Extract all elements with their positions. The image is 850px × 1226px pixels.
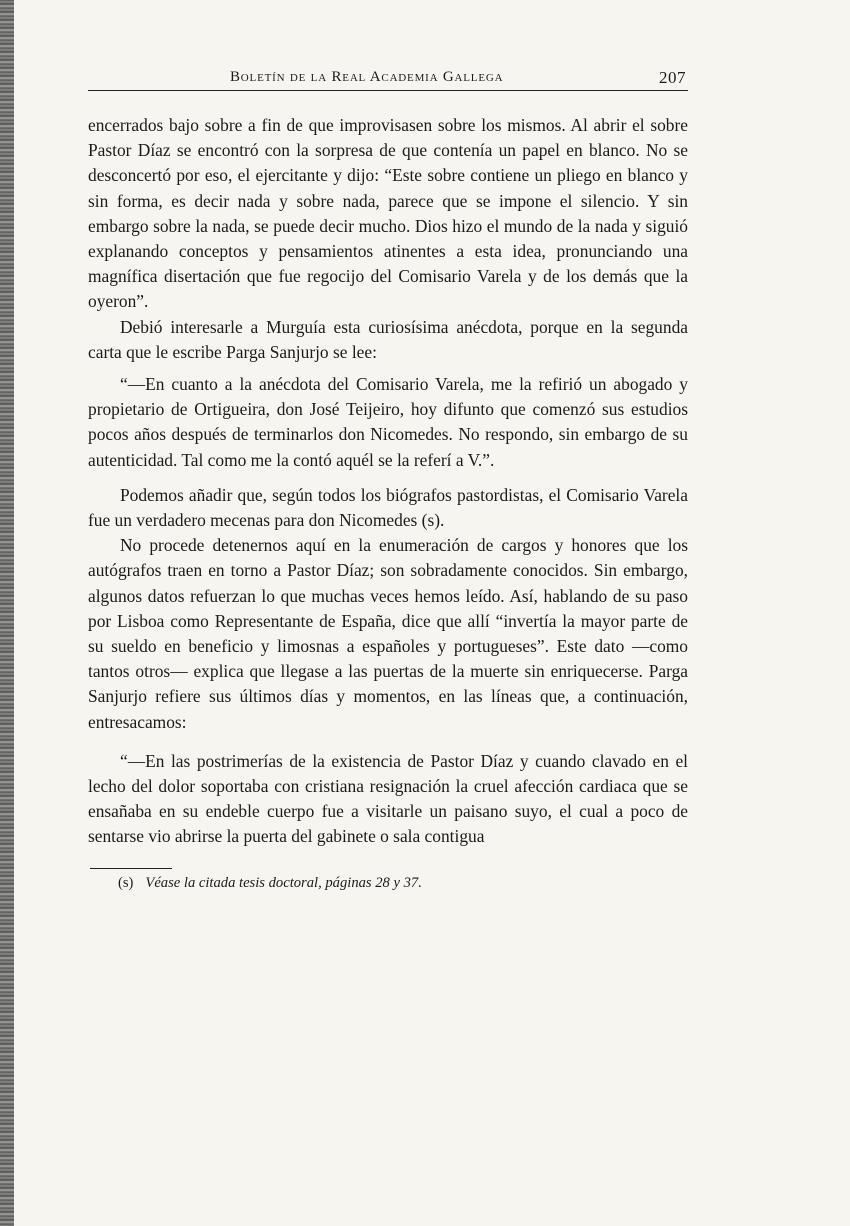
paragraph: Debió interesarle a Murguía esta curiosísima anécdota, porque en la segunda carta que le escribe Parga Sanjurjo se lee: <box>88 316 688 362</box>
running-title: Boletín de la Real Academia Gallega <box>230 69 504 85</box>
paragraph: No procede detenernos aquí en la enumeración de cargos y honores que los autógrafos traen en torno a Pastor Díaz; son sobradamente conocidos. Sin embargo, algunos datos refuerzan lo que muchas veces hemos leído. Así, hablando de su paso por Lisboa como Representante de España, dice que allí “invertía la mayor parte de su sueldo en beneficio y limosnas a españoles y portugueses”. Este dato —como tantos otros— explica que llegase a las puertas de la muerte sin enriquecerse. Parga Sanjurjo refiere sus últimos días y momentos, en las líneas que, a continuación, entresacamos: <box>88 535 688 732</box>
footnote <box>88 875 688 892</box>
book-binding-edge <box>0 0 14 1226</box>
page-header <box>88 62 688 91</box>
footnote-divider <box>90 868 172 869</box>
body-text <box>88 113 688 850</box>
paragraph: Podemos añadir que, según todos los biógrafos pastordistas, el Comisario Varela fue un verdadero mecenas para don Nicomedes (s). <box>88 484 688 531</box>
footnote-text: Véase la citada tesis doctoral, páginas 28 y 37. <box>145 874 422 891</box>
quoted-paragraph: “—En cuanto a la anécdota del Comisario Varela, me la refirió un abogado y propietario de Ortigueira, don José Teijeiro, hoy difunto que comenzó sus estudios pocos años después de terminarlos don Nicomedes. No respondo, sin embargo de su autenticidad. Tal como me la contó aquél se la referí a V.”. <box>88 374 688 470</box>
page-number: 207 <box>659 68 686 87</box>
quoted-paragraph: “—En las postrimerías de la existencia de Pastor Díaz y cuando clavado en el lecho del dolor soportaba con cristiana resignación la cruel afección cardiaca que se ensañaba en su endeble cuerpo fue a visitarle un paisano suyo, el cual a poco de sentarse vio abrirse la puerta del gabinete o sala contigua <box>88 750 688 847</box>
document-page <box>88 62 688 892</box>
paragraph: encerrados bajo sobre a fin de que improvisasen sobre los mismos. Al abrir el sobre Pastor Díaz se encontró con la sorpresa de que contenía un papel en blanco. No se desconcertó por eso, el ejercitante y dijo: “Este sobre contiene un pliego en blanco y sin forma, es decir nada y sobre nada, parece que se impone el silencio. Y sin embargo sobre la nada, se puede decir mucho. Dios hizo el mundo de la nada y siguió explanando conceptos y pensamientos atinentes a esta idea, pronunciando una magnífica disertación que fue regocijo del Comisario Varela y de los demás que la oyeron”. <box>88 115 688 312</box>
footnote-mark: (s) <box>118 874 134 891</box>
